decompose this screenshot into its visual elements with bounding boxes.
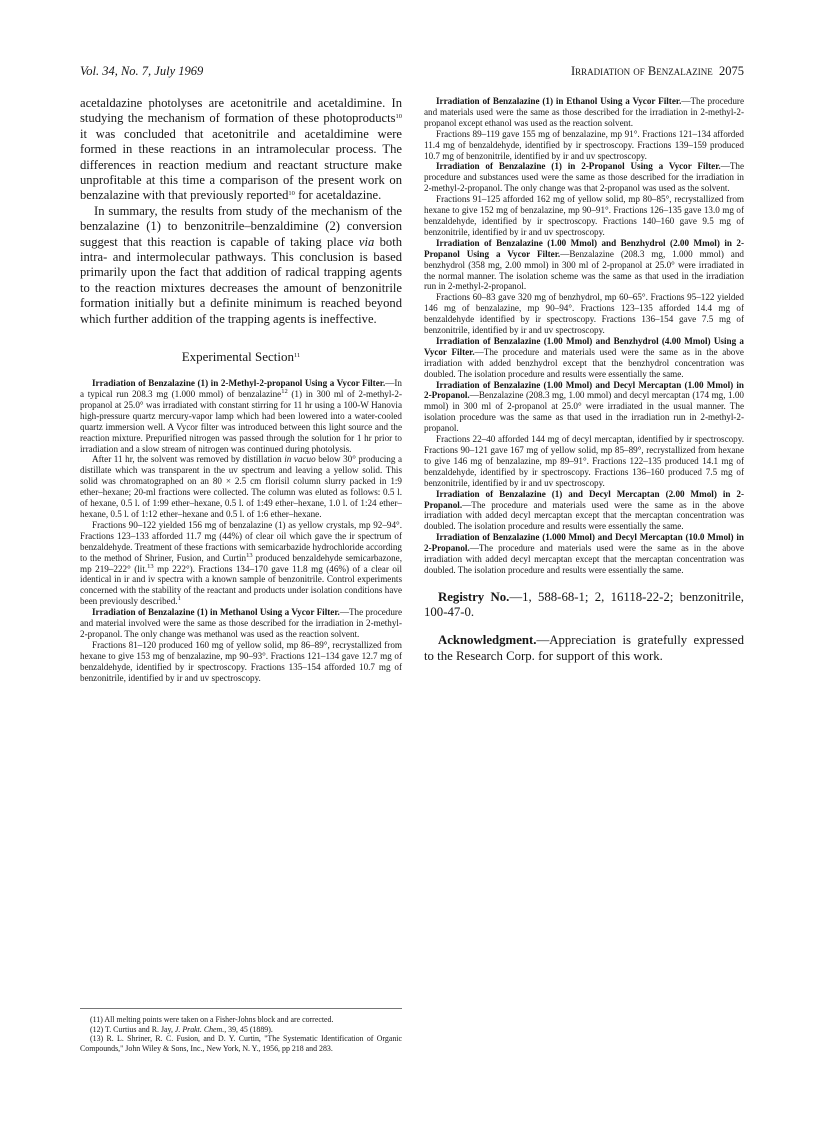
experimental-left-text <box>80 378 402 683</box>
header-title-and-page <box>571 64 744 79</box>
intro-paragraphs <box>80 96 402 327</box>
footnote-13: (13) R. L. Shriner, R. C. Fusion, and D. Y. Curtin, "The Systematic Identification of Organic Compounds," John Wiley & Sons, Inc., New York, N. Y., 1956, pp 218 and 283. <box>80 1034 402 1053</box>
section-title: Irradiation of Benzalazine (1) in Ethanol Using a Vycor Filter. <box>436 96 682 106</box>
section-title: Irradiation of Benzalazine (1) and Decyl Mercaptan (2.00 Mmol) in 2-Propanol. <box>424 488 744 510</box>
paragraph-fractions: Fractions 90–122 yielded 156 mg of benzalazine (1) as yellow crystals, mp 92–94°. Fractions 123–133 afforded 11.7 mg (44%) of clear oil which gave the ir spectrum of benzaldehyde. Treatment of these fractions with semicarbazide hydrochloride according to the method of Shriner, Fusion, and Curtin$^{13}$ produced benzaldehyde semicarbazone, mp 219–222° (lit.$^{13}$ mp 222°). Fractions 134–170 gave 11.8 mg (46%) of a clear oil identical in ir and iv spectra with a known sample of benzonitrile. Control experiments concerned with the stability of the reactant and products under isolation conditions have been previously described.$^1$ <box>80 519 402 607</box>
running-header <box>80 64 744 82</box>
closing-notes <box>424 590 744 664</box>
footnote-11: (11) All melting points were taken on a Fisher-Johns block and are corrected. <box>90 1015 334 1024</box>
acknowledgment: Acknowledgment.—Appreciation is gratefully expressed to the Research Corp. for support of this work. <box>424 633 744 663</box>
experimental-right-text <box>424 96 744 576</box>
section-title: Irradiation of Benzalazine (1.00 Mmol) and Decyl Mercaptan (1.00 Mmol) in 2-Propanol. <box>424 379 744 401</box>
section-mercaptan-10mmol: Irradiation of Benzalazine (1.000 Mmol) and Decyl Mercaptan (10.0 Mmol) in 2-Propanol.—The procedure and materials used were the same as in the above irradiation with added decyl mercaptan except that the mercaptan concentration was doubled. The isolation procedure and results were essentially the same. <box>424 532 744 575</box>
intro-paragraph: acetaldazine photolyses are acetonitrile and acetaldimine. In studying the mechanism of formation of these photoproducts$^{10}$ it was concluded that acetonitrile and acetaldimine were formed in these reactions in an intramolecular process. The differences in reaction medium and reactant structure make unprofitable at this time a comparison of the present work on benzalazine with that previously reported$^{10}$ for acetaldazine. <box>80 96 402 203</box>
section-ethanol: Irradiation of Benzalazine (1) in Ethanol Using a Vycor Filter.—The procedure and materials used were the same as those described for the irradiation in 2-methyl-2-propanol except ethanol was used as the reaction solvent. <box>424 96 744 128</box>
section-benzhydrol-4mmol: Irradiation of Benzalazine (1.00 Mmol) and Benzhydrol (4.00 Mmol) Using a Vycor Filter.—The procedure and materials used were the same as in the above irradiation with added benzhydrol except that the benzhydrol concentration was doubled. The isolation procedure and results were essentially the same. <box>424 335 744 379</box>
acknowledgment-label: Acknowledgment. <box>438 633 537 648</box>
section-benzhydrol-2mmol: Irradiation of Benzalazine (1.00 Mmol) and Benzhydrol (2.00 Mmol) in 2-Propanol Using a Vycor Filter.—Benzalazine (208.3 mg, 1.000 mmol) and benzhydrol (358 mg, 2.00 mmol) in 300 ml of 2-propanol at 25.0° were irradiated in the normal manner. The isolation scheme was the same as that used in the irradiation run in 2-methyl-2-propanol. <box>424 237 744 292</box>
running-title: Irradiation of Benzalazine <box>571 64 713 78</box>
right-column <box>424 96 744 676</box>
section-title: Irradiation of Benzalazine (1.00 Mmol) and Benzhydrol (2.00 Mmol) in 2-Propanol Using a Vycor Filter. <box>424 237 744 259</box>
paragraph-benzhydrol-results: Fractions 60–83 gave 320 mg of benzhydrol, mp 60–65°. Fractions 95–122 yielded 146 mg of benzalazine, mp 90–94°. Fractions 123–135 afforded 14.4 mg of benzaldehyde identified by ir spectroscopy. Fractions 136–154 gave 7.5 mg of benzonitrile, identified by ir and uv spectroscopy. <box>424 292 744 336</box>
summary-paragraph: In summary, the results from study of the mechanism of the benzalazine (1) to benzonitrile–benzaldimine (2) conversion suggest that this reaction is capable of taking place via both intra- and intermolecular pathways. This conclusion is based primarily upon the fact that addition of radical trapping agents to the reaction mixtures decreases the amount of benzonitrile formation initially but a definite minimum is reached beyond which further addition of the trapping agents is ineffective. <box>80 203 402 326</box>
paragraph-distillation: After 11 hr, the solvent was removed by distillation in vacuo below 30° producing a distillate which was transparent in the uv spectrum and leaving a yellow solid. This solid was chromatographed on an 80 × 2.5 cm florisil column slurry packed in 1:9 ether–hexane; 20-ml fractions were collected. The column was eluted as follows: 0.5 l. of hexane, 0.5 l. of 1:99 ether–hexane, 0.5 l. of 1:49 ether–hexane, 1.0 l. of 1:24 ether–hexane, 0.5 l. of 1:12 ether–hexane and 0.5 l. of 1:6 ether–hexane. <box>80 454 402 519</box>
left-column <box>80 96 402 683</box>
registry-label: Registry No. <box>438 589 510 604</box>
registry-numbers: Registry No.—1, 588-68-1; 2, 16118-22-2; benzonitrile, 100-47-0. <box>424 589 744 620</box>
paragraph-methanol-results: Fractions 81–120 produced 160 mg of yellow solid, mp 86–89°, recrystallized from hexane to give 153 mg of benzalazine, mp 90–93°. Fractions 121–134 gave 12.7 mg of benzaldehyde, identified by ir spectroscopy. Fractions 135–154 afforded 10.7 mg of benzonitrile, identified by ir and uv spectroscopy. <box>80 639 402 683</box>
experimental-section-heading: Experimental Section$^{11}$ <box>181 349 301 365</box>
section-title: Irradiation of Benzalazine (1) in Methanol Using a Vycor Filter. <box>92 607 340 618</box>
footnotes <box>80 1008 402 1053</box>
footnote-12: (12) T. Curtius and R. Jay, J. Prakt. Chem., 39, 45 (1889). <box>90 1024 273 1034</box>
journal-volume-info: Vol. 34, No. 7, July 1969 <box>80 64 204 78</box>
paragraph-ethanol-results: Fractions 89–119 gave 155 mg of benzalazine, mp 91°. Fractions 121–134 afforded 11.4 mg of benzaldehyde, identified by ir spectroscopy. Fractions 139–159 produced 10.7 mg of benzonitrile, identified by ir and uv spectroscopy. <box>424 128 744 161</box>
section-mercaptan-2mmol: Irradiation of Benzalazine (1) and Decyl Mercaptan (2.00 Mmol) in 2-Propanol.—The procedure and materials used were the same as in the above irradiation with added decyl mercaptan except that the mercaptan concentration was doubled. The isolation procedure and results were essentially the same. <box>424 488 744 532</box>
paragraph-mercaptan-results: Fractions 22–40 afforded 144 mg of decyl mercaptan, identified by ir spectroscopy. Fractions 90–121 gave 167 mg of yellow solid, mp 85–89°, recrystallized from hexane to give 146 mg of benzalazine, mp 89–91°. Fractions 122–135 produced 14.1 mg of benzaldehyde, identified by ir spectroscopy. Fractions 136–160 produced 7.5 mg of benzonitrile, identified by ir and uv spectroscopy. <box>424 434 744 488</box>
section-methylpropanol: Irradiation of Benzalazine (1) in 2-Methyl-2-propanol Using a Vycor Filter.—In a typical run 208.3 mg (1.000 mmol) of benzalazine$^{12}$ (1) in 300 ml of 2-methyl-2-propanol at 25.0° was irradiated with constant stirring for 11 hr using a 100-W Hanovia high-pressure quartz mercury-vapor lamp which had been lowered into a water-cooled quartz immersion well. A Vycor filter was introduced between this light source and the reaction mixture. Prepurified nitrogen was passed through the solution for 1 hr prior to irradiation and a slow stream of nitrogen was continued during photolysis. <box>80 378 402 454</box>
section-title: Irradiation of Benzalazine (1.00 Mmol) and Benzhydrol (4.00 Mmol) Using a Vycor Filter. <box>424 335 744 357</box>
section-2-propanol: Irradiation of Benzalazine (1) in 2-Propanol Using a Vycor Filter.—The procedure and substances used were the same as those described for the irradiation in 2-methyl-2-propanol. The only change was that 2-propanol was used as the solvent. <box>424 161 744 194</box>
section-title: Irradiation of Benzalazine (1) in 2-Propanol Using a Vycor Filter. <box>436 161 721 172</box>
section-title: Irradiation of Benzalazine (1.000 Mmol) and Decyl Mercaptan (10.0 Mmol) in 2-Propanol. <box>424 532 744 554</box>
page-number: 2075 <box>719 64 744 78</box>
section-methanol: Irradiation of Benzalazine (1) in Methanol Using a Vycor Filter.—The procedure and material involved were the same as those described for the irradiation in 2-methyl-2-propanol. The only change was methanol was used as the reaction solvent. <box>80 607 403 639</box>
section-title: Irradiation of Benzalazine (1) in 2-Methyl-2-propanol Using a Vycor Filter. <box>92 378 386 389</box>
paragraph-2-propanol-results: Fractions 91–125 afforded 162 mg of yellow solid, mp 80–85°, recrystallized from hexane to give 152 mg of benzalazine, mp 90–91°. Fractions 126–135 gave 13.0 mg of benzaldehyde, identified by ir spectroscopy. Fractions 140–160 gave 9.5 mg of benzonitrile, identified by ir and uv spectroscopy. <box>424 194 744 237</box>
section-mercaptan-1mmol: Irradiation of Benzalazine (1.00 Mmol) and Decyl Mercaptan (1.00 Mmol) in 2-Propanol.—Benzalazine (208.3 mg, 1.00 mmol) and decyl mercaptan (174 mg, 1.00 mmol) in 300 ml of 2-propanol at 25.0° were irradiated in the usual manner. The isolation procedure was the same as that used in the irradiation run in 2-methyl-2-propanol. <box>424 379 744 434</box>
